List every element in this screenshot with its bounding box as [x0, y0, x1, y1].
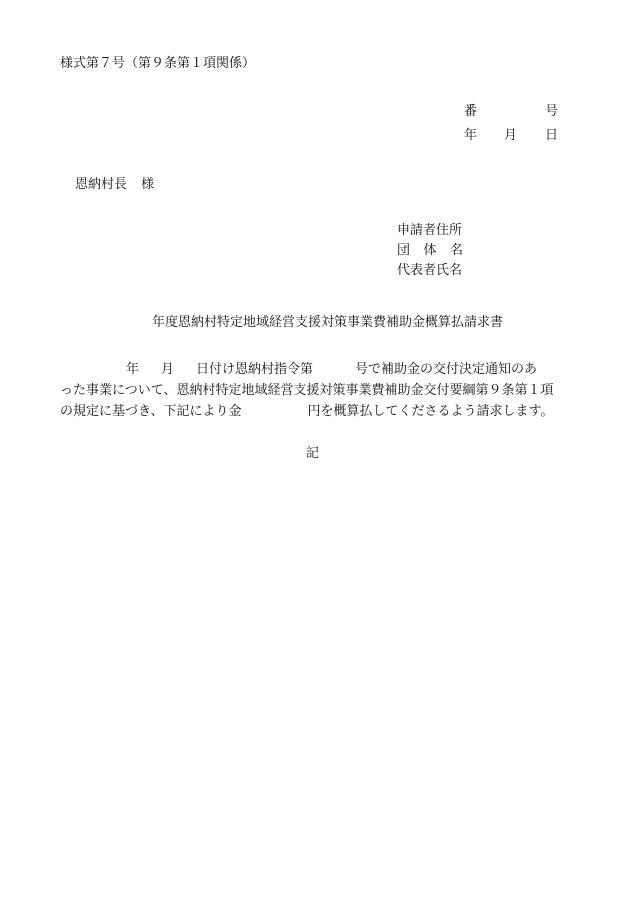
addressee-honorific: 様	[141, 177, 155, 192]
addressee	[75, 177, 154, 193]
body-paragraph	[60, 359, 580, 422]
applicant-representative-label: 代表者氏名	[397, 263, 463, 278]
reference-number-suffix: 号	[544, 104, 558, 119]
reference-number-label: 番	[464, 104, 478, 119]
applicant-block	[397, 221, 463, 281]
document-title: 年度恩納村特定地域経営支援対策事業費補助金概算払請求書	[152, 315, 504, 330]
form-number: 様式第７号（第９条第１項関係）	[60, 56, 256, 71]
applicant-group-name-label: 団 体 名	[397, 243, 463, 258]
addressee-name: 恩納村長	[75, 177, 128, 192]
body-line-2: った事業について、恩納村特定地域経営支援対策事業費補助金交付要綱第９条第１項	[60, 383, 554, 398]
reference-day: 日	[544, 128, 558, 143]
body-line-1: 年 月 日付け恩納村指令第 号で補助金の交付決定通知のあ	[126, 362, 538, 377]
note-heading: 記	[306, 446, 320, 461]
reference-month: 月	[504, 128, 518, 143]
reference-year: 年	[464, 128, 478, 143]
applicant-address-label: 申請者住所	[397, 223, 463, 238]
body-line-3: の規定に基づき、下記により金 円を概算払してくださるよう請求します。	[60, 404, 554, 419]
